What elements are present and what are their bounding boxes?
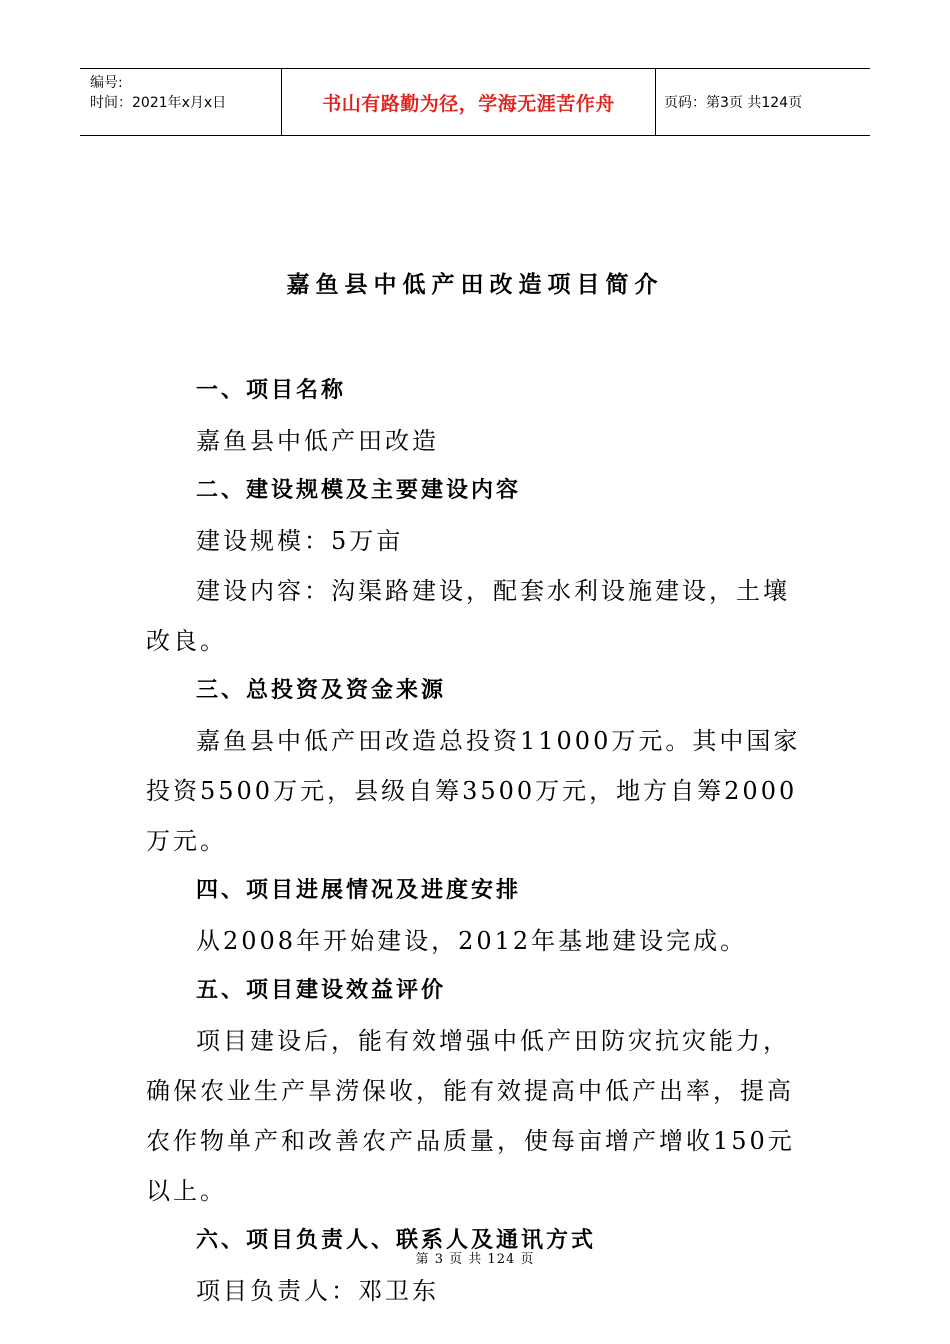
section-paragraph: 建设内容：沟渠路建设，配套水利设施建设，土壤改良。 [146, 577, 790, 655]
section-heading-progress: 四、项目进展情况及进度安排 [196, 878, 522, 903]
header-page-info: 页码：第3页 共124页 [664, 95, 803, 111]
time-label: 时间：2021年x月x日 [90, 95, 227, 111]
header-motto: 书山有路勤为径，学海无涯苦作舟 [282, 69, 656, 135]
section-paragraph: 项目建设后，能有效增强中低产田防灾抗灾能力，确保农业生产旱涝保收，能有效提高中低产出率，提高农作物单产和改善农产品质量，使每亩增产增收150元以上。 [146, 1027, 795, 1205]
section-paragraph: 嘉鱼县中低产田改造 [196, 427, 439, 455]
section-paragraph: 从2008年开始建设，2012年基地建设完成。 [196, 927, 748, 955]
section-heading-scale: 二、建设规模及主要建设内容 [196, 478, 522, 503]
section-heading-contact: 六、项目负责人、联系人及通讯方式 [196, 1228, 597, 1253]
section-paragraph: 项目负责人：邓卫东 [196, 1277, 439, 1305]
section-heading-investment: 三、总投资及资金来源 [196, 678, 447, 703]
header-meta [80, 69, 282, 135]
page-footer: 第 3 页 共 124 页 [415, 1252, 535, 1267]
section-paragraph: 建设规模：5万亩 [196, 527, 404, 555]
document-title: 嘉鱼县中低产田改造项目简介 [286, 272, 664, 298]
section-heading-name: 一、项目名称 [196, 378, 347, 403]
document-body [146, 366, 814, 1316]
section-paragraph: 嘉鱼县中低产田改造总投资11000万元。其中国家投资5500万元，县级自筹3500万元，地方自筹2000万元。 [146, 727, 801, 855]
number-label: 编号: [90, 75, 123, 91]
page-header [80, 68, 870, 136]
section-heading-benefit: 五、项目建设效益评价 [196, 978, 447, 1003]
